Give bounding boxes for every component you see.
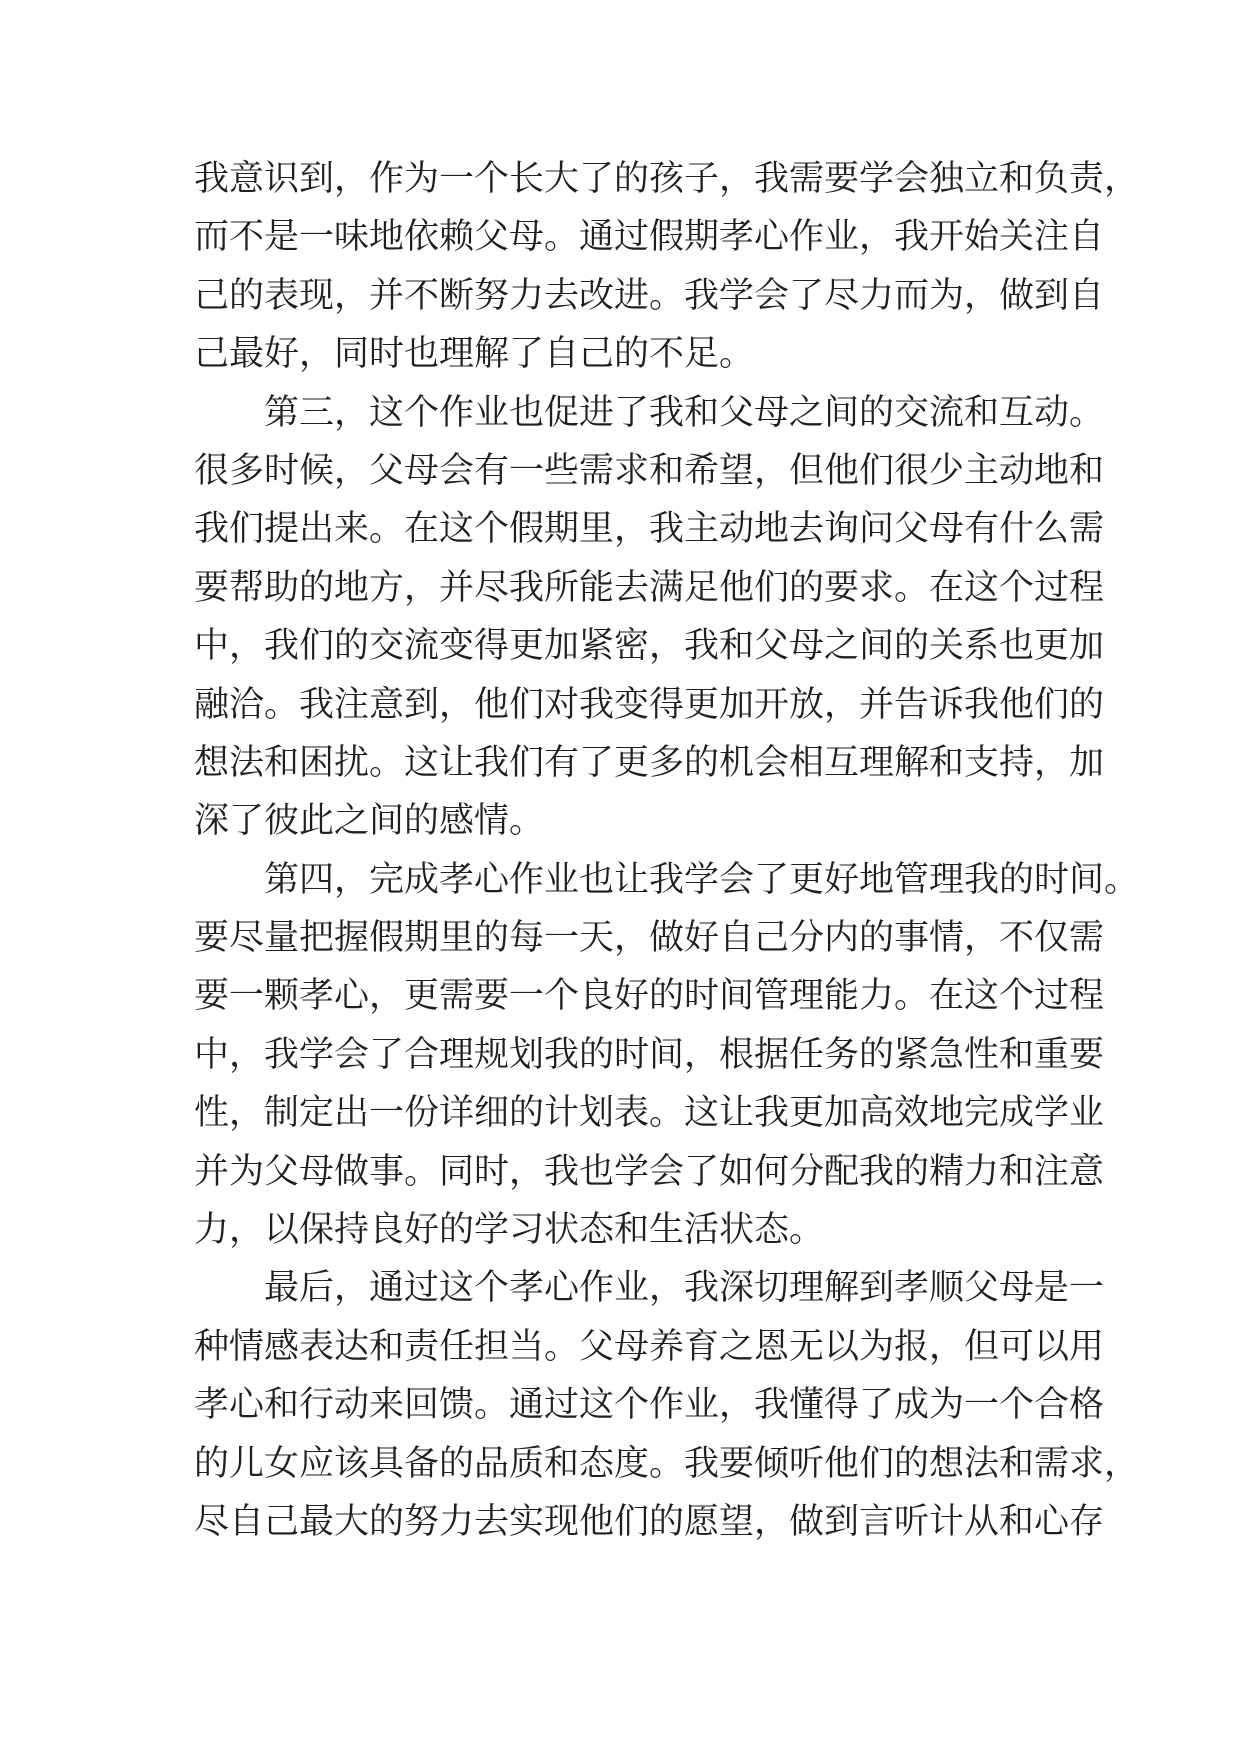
paragraph-first-line: 最后，通过这个孝心作业，我深切理解到孝顺父母是一 (264, 1268, 1105, 1309)
text-line: 想法和困扰。这让我们有了更多的机会相互理解和支持，加 (194, 742, 1105, 783)
text-line: 很多时候，父母会有一些需求和希望，但他们很少主动地和 (194, 450, 1105, 491)
text-line: 我们提出来。在这个假期里，我主动地去询问父母有什么需 (194, 509, 1105, 550)
text-line: 要尽量把握假期里的每一天，做好自己分内的事情，不仅需 (194, 918, 1105, 959)
text-line: 力，以保持良好的学习状态和生活状态。 (194, 1210, 825, 1251)
text-line: 己的表现，并不断努力去改进。我学会了尽力而为，做到自 (194, 275, 1105, 316)
text-line: 尽自己最大的努力去实现他们的愿望，做到言听计从和心存 (194, 1501, 1105, 1542)
text-line: 要一颗孝心，更需要一个良好的时间管理能力。在这个过程 (194, 976, 1105, 1017)
text-line: 孝心和行动来回馈。通过这个作业，我懂得了成为一个合格 (194, 1385, 1105, 1426)
text-line: 并为父母做事。同时，我也学会了如何分配我的精力和注意 (194, 1151, 1105, 1192)
text-line: 己最好，同时也理解了自己的不足。 (194, 334, 755, 375)
text-line: 我意识到，作为一个长大了的孩子，我需要学会独立和负责， (194, 159, 1140, 199)
text-line: 性，制定出一份详细的计划表。这让我更加高效地完成学业 (194, 1093, 1105, 1134)
paragraph-first-line: 第四，完成孝心作业也让我学会了更好地管理我的时间。 (264, 859, 1140, 900)
text-line: 而不是一味地依赖父母。通过假期孝心作业，我开始关注自 (194, 217, 1105, 258)
text-line: 要帮助的地方，并尽我所能去满足他们的要求。在这个过程 (194, 567, 1105, 608)
text-line: 融洽。我注意到，他们对我变得更加开放，并告诉我他们的 (194, 684, 1105, 725)
document-body (194, 150, 1140, 1551)
paragraph-first-line: 第三，这个作业也促进了我和父母之间的交流和互动。 (264, 392, 1105, 433)
text-line: 深了彼此之间的感情。 (194, 801, 545, 842)
text-line: 种情感表达和责任担当。父母养育之恩无以为报，但可以用 (194, 1326, 1105, 1367)
text-line: 中，我们的交流变得更加紧密，我和父母之间的关系也更加 (194, 626, 1105, 667)
text-line: 的儿女应该具备的品质和态度。我要倾听他们的想法和需求， (194, 1443, 1140, 1484)
text-line: 中，我学会了合理规划我的时间，根据任务的紧急性和重要 (194, 1034, 1105, 1075)
